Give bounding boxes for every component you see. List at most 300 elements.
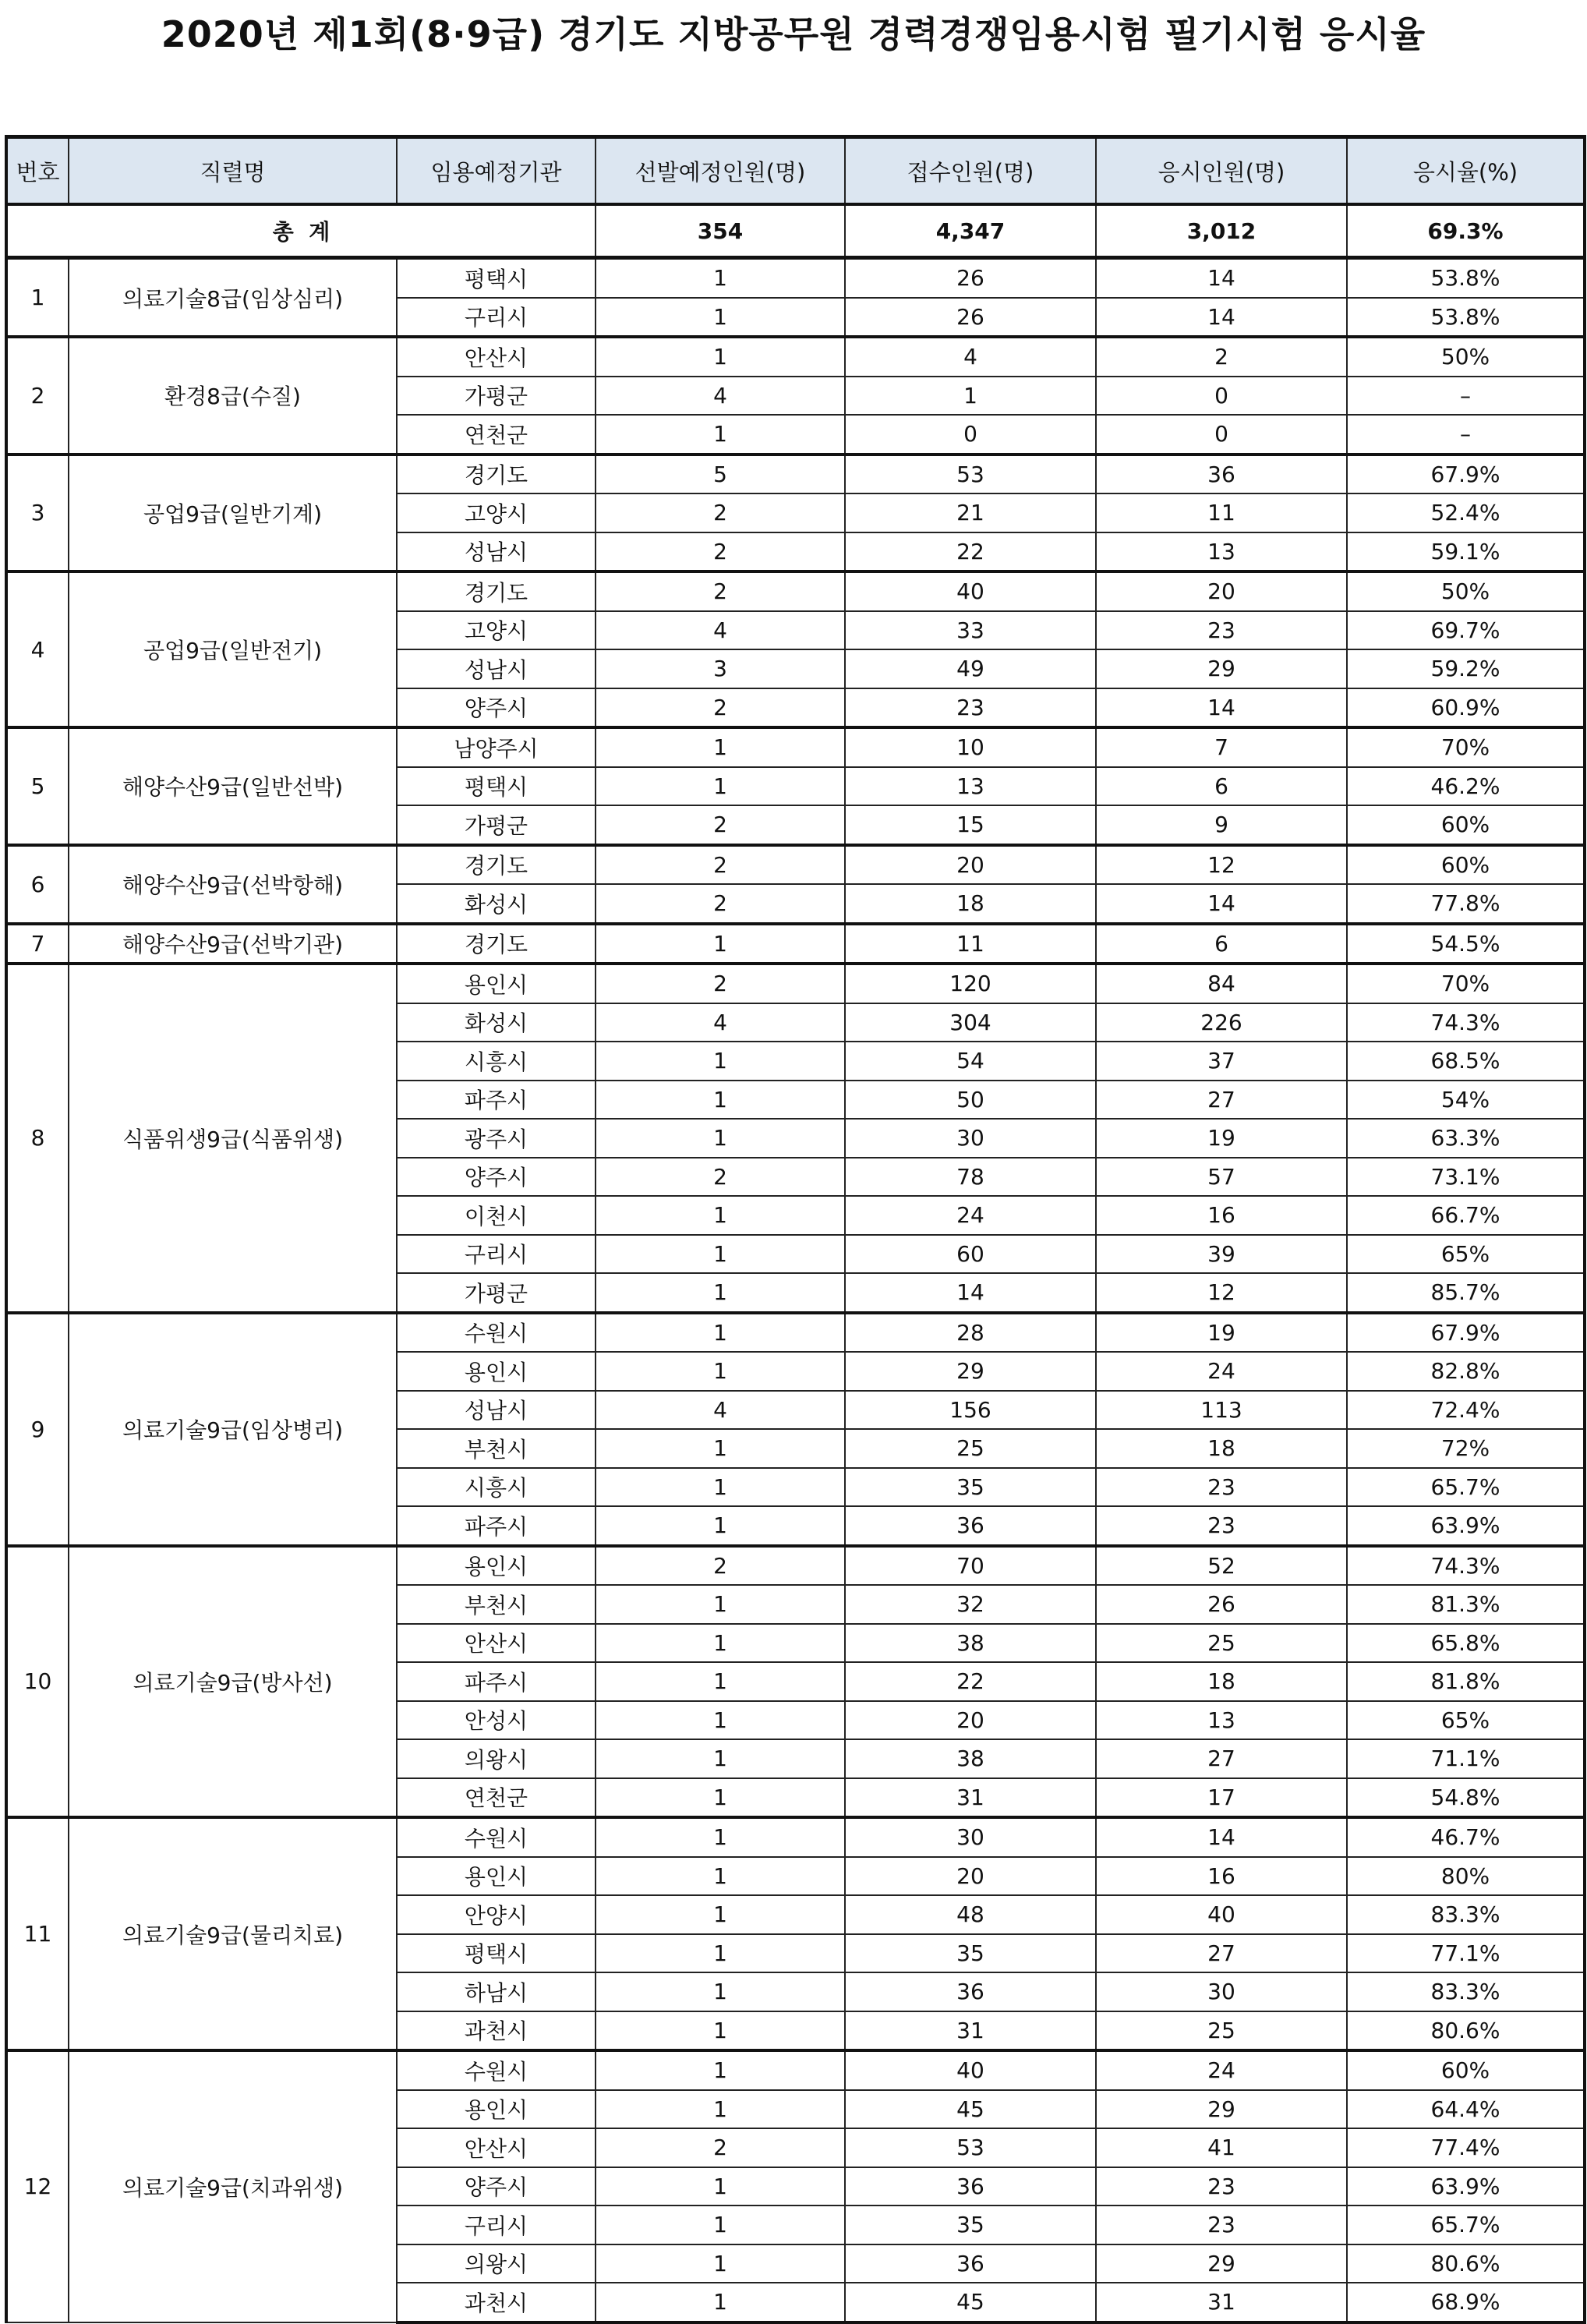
rate-cell: 63.9% xyxy=(1347,2167,1585,2206)
series-group xyxy=(6,924,1585,964)
planned-cell: 1 xyxy=(596,1119,845,1158)
applied-cell: 304 xyxy=(845,1003,1096,1042)
agency-cell: 평택시 xyxy=(397,1934,596,1973)
rate-cell: 83.3% xyxy=(1347,1972,1585,2011)
table-row xyxy=(6,2050,1585,2090)
results-table-wrapper xyxy=(5,135,1583,2324)
planned-cell: 2 xyxy=(596,571,845,611)
series-group xyxy=(6,1546,1585,1818)
table-row xyxy=(6,1546,1585,1586)
attended-cell: 12 xyxy=(1096,1273,1347,1313)
planned-cell: 4 xyxy=(596,1003,845,1042)
attended-cell: 27 xyxy=(1096,1081,1347,1120)
agency-cell: 과천시 xyxy=(397,2011,596,2051)
header-agency: 임용예정기관 xyxy=(397,137,596,205)
rate-cell: 53.8% xyxy=(1347,298,1585,338)
attended-cell: 25 xyxy=(1096,2011,1347,2051)
series-number: 3 xyxy=(6,455,69,572)
applied-cell: 14 xyxy=(845,1273,1096,1313)
total-planned: 354 xyxy=(596,204,845,258)
table-row xyxy=(6,337,1585,377)
table-row xyxy=(6,455,1585,494)
rate-cell: 77.8% xyxy=(1347,884,1585,924)
applied-cell: 25 xyxy=(845,1429,1096,1468)
agency-cell: 성남시 xyxy=(397,649,596,688)
series-number: 5 xyxy=(6,727,69,845)
series-group xyxy=(6,845,1585,924)
agency-cell: 하남시 xyxy=(397,1972,596,2011)
series-number: 4 xyxy=(6,571,69,727)
page-title: 2020년 제1회(8·9급) 경기도 지방공무원 경력경쟁임용시험 필기시험 응시율 xyxy=(161,13,1426,55)
rate-cell: 71.1% xyxy=(1347,1739,1585,1778)
series-group xyxy=(6,727,1585,845)
applied-cell: 30 xyxy=(845,1119,1096,1158)
attended-cell: 29 xyxy=(1096,2244,1347,2283)
attended-cell: 7 xyxy=(1096,727,1347,767)
planned-cell: 1 xyxy=(596,298,845,338)
agency-cell: 안산시 xyxy=(397,2128,596,2167)
planned-cell: 2 xyxy=(596,964,845,1003)
rate-cell: 83.3% xyxy=(1347,1895,1585,1934)
planned-cell: 1 xyxy=(596,2090,845,2129)
agency-cell: 용인시 xyxy=(397,1857,596,1896)
applied-cell: 49 xyxy=(845,649,1096,688)
agency-cell: 화성시 xyxy=(397,1003,596,1042)
series-group xyxy=(6,964,1585,1313)
applied-cell: 0 xyxy=(845,415,1096,455)
rate-cell: 65.8% xyxy=(1347,1624,1585,1663)
series-group xyxy=(6,258,1585,338)
planned-cell: 1 xyxy=(596,1429,845,1468)
planned-cell: 4 xyxy=(596,611,845,650)
agency-cell: 고양시 xyxy=(397,611,596,650)
rate-cell: 65.7% xyxy=(1347,2206,1585,2244)
series-number: 7 xyxy=(6,924,69,964)
series-group xyxy=(6,455,1585,572)
rate-cell: 85.7% xyxy=(1347,1273,1585,1313)
series-name: 식품위생9급(식품위생) xyxy=(69,964,397,1313)
attended-cell: 30 xyxy=(1096,1972,1347,2011)
series-number: 11 xyxy=(6,1817,69,2050)
applied-cell: 26 xyxy=(845,258,1096,298)
applied-cell: 13 xyxy=(845,767,1096,806)
agency-cell: 양주시 xyxy=(397,2167,596,2206)
agency-cell: 파주시 xyxy=(397,1081,596,1120)
rate-cell: 67.9% xyxy=(1347,455,1585,494)
agency-cell: 경기도 xyxy=(397,571,596,611)
attended-cell: 12 xyxy=(1096,845,1347,885)
applied-cell: 36 xyxy=(845,2244,1096,2283)
rate-cell: 80% xyxy=(1347,1857,1585,1896)
table-row xyxy=(6,258,1585,298)
rate-cell: 70% xyxy=(1347,727,1585,767)
applied-cell: 23 xyxy=(845,688,1096,728)
applied-cell: 35 xyxy=(845,1468,1096,1507)
rate-cell: 68.5% xyxy=(1347,1042,1585,1081)
planned-cell: 1 xyxy=(596,2011,845,2051)
attended-cell: 29 xyxy=(1096,649,1347,688)
applied-cell: 20 xyxy=(845,845,1096,885)
rate-cell: 60% xyxy=(1347,845,1585,885)
planned-cell: 1 xyxy=(596,1701,845,1740)
series-number: 9 xyxy=(6,1313,69,1546)
applied-cell: 78 xyxy=(845,1158,1096,1197)
series-group xyxy=(6,2050,1585,2322)
planned-cell: 1 xyxy=(596,1273,845,1313)
rate-cell: 80.6% xyxy=(1347,2244,1585,2283)
agency-cell: 용인시 xyxy=(397,1546,596,1586)
planned-cell: 1 xyxy=(596,1196,845,1235)
attended-cell: 24 xyxy=(1096,1352,1347,1391)
agency-cell: 용인시 xyxy=(397,1352,596,1391)
applied-cell: 45 xyxy=(845,2283,1096,2322)
agency-cell: 평택시 xyxy=(397,767,596,806)
rate-cell: 50% xyxy=(1347,571,1585,611)
agency-cell: 파주시 xyxy=(397,1506,596,1546)
planned-cell: 1 xyxy=(596,1081,845,1120)
attended-cell: 9 xyxy=(1096,805,1347,845)
rate-cell: 54% xyxy=(1347,1081,1585,1120)
attended-cell: 52 xyxy=(1096,1546,1347,1586)
header-job-series: 직렬명 xyxy=(69,137,397,205)
attended-cell: 14 xyxy=(1096,298,1347,338)
applied-cell: 20 xyxy=(845,1701,1096,1740)
planned-cell: 4 xyxy=(596,1391,845,1430)
table-row xyxy=(6,571,1585,611)
planned-cell: 1 xyxy=(596,2244,845,2283)
planned-cell: 4 xyxy=(596,377,845,416)
rate-cell: 63.3% xyxy=(1347,1119,1585,1158)
planned-cell: 2 xyxy=(596,845,845,885)
results-table xyxy=(5,135,1586,2324)
table-row xyxy=(6,1817,1585,1857)
agency-cell: 남양주시 xyxy=(397,727,596,767)
attended-cell: 113 xyxy=(1096,1391,1347,1430)
applied-cell: 36 xyxy=(845,1506,1096,1546)
applied-cell: 54 xyxy=(845,1042,1096,1081)
agency-cell: 수원시 xyxy=(397,1313,596,1353)
rate-cell: 66.7% xyxy=(1347,1196,1585,1235)
total-section xyxy=(6,204,1585,258)
applied-cell: 15 xyxy=(845,805,1096,845)
agency-cell: 성남시 xyxy=(397,532,596,572)
applied-cell: 35 xyxy=(845,2206,1096,2244)
attended-cell: 14 xyxy=(1096,884,1347,924)
applied-cell: 60 xyxy=(845,1235,1096,1274)
attended-cell: 226 xyxy=(1096,1003,1347,1042)
total-rate: 69.3% xyxy=(1347,204,1585,258)
agency-cell: 시흥시 xyxy=(397,1468,596,1507)
planned-cell: 1 xyxy=(596,1352,845,1391)
agency-cell: 양주시 xyxy=(397,688,596,728)
series-name: 의료기술9급(임상병리) xyxy=(69,1313,397,1546)
header-attended: 응시인원(명) xyxy=(1096,137,1347,205)
planned-cell: 1 xyxy=(596,1972,845,2011)
series-name: 환경8급(수질) xyxy=(69,337,397,455)
attended-cell: 24 xyxy=(1096,2050,1347,2090)
planned-cell: 5 xyxy=(596,455,845,494)
table-row xyxy=(6,924,1585,964)
attended-cell: 36 xyxy=(1096,455,1347,494)
total-applied: 4,347 xyxy=(845,204,1096,258)
rate-cell: 60% xyxy=(1347,2050,1585,2090)
series-name: 해양수산9급(일반선박) xyxy=(69,727,397,845)
rate-cell: 65% xyxy=(1347,1235,1585,1274)
agency-cell: 파주시 xyxy=(397,1662,596,1701)
rate-cell: 60.9% xyxy=(1347,688,1585,728)
agency-cell: 부천시 xyxy=(397,1429,596,1468)
attended-cell: 19 xyxy=(1096,1313,1347,1353)
rate-cell: 64.4% xyxy=(1347,2090,1585,2129)
applied-cell: 33 xyxy=(845,611,1096,650)
agency-cell: 용인시 xyxy=(397,2090,596,2129)
attended-cell: 14 xyxy=(1096,688,1347,728)
attended-cell: 14 xyxy=(1096,1817,1347,1857)
applied-cell: 24 xyxy=(845,1196,1096,1235)
planned-cell: 1 xyxy=(596,337,845,377)
rate-cell: 81.3% xyxy=(1347,1585,1585,1624)
rate-cell: 65.7% xyxy=(1347,1468,1585,1507)
agency-cell: 안산시 xyxy=(397,337,596,377)
attended-cell: 40 xyxy=(1096,1895,1347,1934)
series-name: 의료기술9급(방사선) xyxy=(69,1546,397,1818)
planned-cell: 1 xyxy=(596,1313,845,1353)
applied-cell: 1 xyxy=(845,377,1096,416)
attended-cell: 16 xyxy=(1096,1196,1347,1235)
series-name: 공업9급(일반기계) xyxy=(69,455,397,572)
attended-cell: 39 xyxy=(1096,1235,1347,1274)
agency-cell: 연천군 xyxy=(397,1778,596,1818)
series-name: 공업9급(일반전기) xyxy=(69,571,397,727)
attended-cell: 18 xyxy=(1096,1662,1347,1701)
agency-cell: 광주시 xyxy=(397,1119,596,1158)
applied-cell: 31 xyxy=(845,2011,1096,2051)
applied-cell: 32 xyxy=(845,1585,1096,1624)
applied-cell: 53 xyxy=(845,2128,1096,2167)
rate-cell: 53.8% xyxy=(1347,258,1585,298)
series-group xyxy=(6,1817,1585,2050)
series-number: 8 xyxy=(6,964,69,1313)
agency-cell: 연천군 xyxy=(397,415,596,455)
attended-cell: 18 xyxy=(1096,1429,1347,1468)
applied-cell: 38 xyxy=(845,1739,1096,1778)
attended-cell: 25 xyxy=(1096,1624,1347,1663)
planned-cell: 1 xyxy=(596,767,845,806)
agency-cell: 부천시 xyxy=(397,1585,596,1624)
attended-cell: 6 xyxy=(1096,767,1347,806)
agency-cell: 구리시 xyxy=(397,298,596,338)
applied-cell: 30 xyxy=(845,1817,1096,1857)
planned-cell: 1 xyxy=(596,2283,845,2322)
rate-cell: 67.9% xyxy=(1347,1313,1585,1353)
attended-cell: 14 xyxy=(1096,258,1347,298)
rate-cell: 70% xyxy=(1347,964,1585,1003)
attended-cell: 41 xyxy=(1096,2128,1347,2167)
planned-cell: 1 xyxy=(596,1739,845,1778)
rate-cell: 77.4% xyxy=(1347,2128,1585,2167)
header-planned: 선발예정인원(명) xyxy=(596,137,845,205)
header-row xyxy=(6,137,1585,205)
applied-cell: 48 xyxy=(845,1895,1096,1934)
rate-cell: 59.2% xyxy=(1347,649,1585,688)
planned-cell: 1 xyxy=(596,1585,845,1624)
agency-cell: 안양시 xyxy=(397,1895,596,1934)
table-row xyxy=(6,727,1585,767)
rate-cell: 74.3% xyxy=(1347,1003,1585,1042)
attended-cell: 57 xyxy=(1096,1158,1347,1197)
planned-cell: 1 xyxy=(596,1778,845,1818)
agency-cell: 의왕시 xyxy=(397,2244,596,2283)
rate-cell: 65% xyxy=(1347,1701,1585,1740)
agency-cell: 수원시 xyxy=(397,2050,596,2090)
applied-cell: 28 xyxy=(845,1313,1096,1353)
rate-cell: – xyxy=(1347,415,1585,455)
planned-cell: 2 xyxy=(596,688,845,728)
applied-cell: 29 xyxy=(845,1352,1096,1391)
header-rate: 응시율(%) xyxy=(1347,137,1585,205)
planned-cell: 2 xyxy=(596,2128,845,2167)
rate-cell: 46.7% xyxy=(1347,1817,1585,1857)
series-number: 6 xyxy=(6,845,69,924)
applied-cell: 35 xyxy=(845,1934,1096,1973)
rate-cell: 46.2% xyxy=(1347,767,1585,806)
planned-cell: 1 xyxy=(596,924,845,964)
applied-cell: 11 xyxy=(845,924,1096,964)
series-name: 의료기술9급(치과위생) xyxy=(69,2050,397,2322)
planned-cell: 1 xyxy=(596,1042,845,1081)
series-group xyxy=(6,1313,1585,1546)
applied-cell: 36 xyxy=(845,1972,1096,2011)
planned-cell: 1 xyxy=(596,2206,845,2244)
applied-cell: 38 xyxy=(845,1624,1096,1663)
applied-cell: 22 xyxy=(845,532,1096,572)
planned-cell: 1 xyxy=(596,1506,845,1546)
attended-cell: 31 xyxy=(1096,2283,1347,2322)
applied-cell: 156 xyxy=(845,1391,1096,1430)
planned-cell: 2 xyxy=(596,1546,845,1586)
planned-cell: 1 xyxy=(596,1662,845,1701)
attended-cell: 84 xyxy=(1096,964,1347,1003)
agency-cell: 양주시 xyxy=(397,1158,596,1197)
attended-cell: 23 xyxy=(1096,1506,1347,1546)
applied-cell: 4 xyxy=(845,337,1096,377)
series-name: 해양수산9급(선박기관) xyxy=(69,924,397,964)
rate-cell: 72% xyxy=(1347,1429,1585,1468)
planned-cell: 1 xyxy=(596,1895,845,1934)
rate-cell: 68.9% xyxy=(1347,2283,1585,2322)
applied-cell: 21 xyxy=(845,493,1096,532)
agency-cell: 화성시 xyxy=(397,884,596,924)
agency-cell: 경기도 xyxy=(397,845,596,885)
applied-cell: 26 xyxy=(845,298,1096,338)
rate-cell: 54.8% xyxy=(1347,1778,1585,1818)
planned-cell: 1 xyxy=(596,1468,845,1507)
attended-cell: 23 xyxy=(1096,2206,1347,2244)
agency-cell: 과천시 xyxy=(397,2283,596,2322)
rate-cell: 50% xyxy=(1347,337,1585,377)
agency-cell: 가평군 xyxy=(397,1273,596,1313)
attended-cell: 20 xyxy=(1096,571,1347,611)
applied-cell: 10 xyxy=(845,727,1096,767)
rate-cell: 72.4% xyxy=(1347,1391,1585,1430)
rate-cell: 54.5% xyxy=(1347,924,1585,964)
planned-cell: 2 xyxy=(596,493,845,532)
planned-cell: 2 xyxy=(596,884,845,924)
planned-cell: 2 xyxy=(596,1158,845,1197)
planned-cell: 1 xyxy=(596,2050,845,2090)
planned-cell: 1 xyxy=(596,2167,845,2206)
table-row xyxy=(6,845,1585,885)
rate-cell: 59.1% xyxy=(1347,532,1585,572)
attended-cell: 16 xyxy=(1096,1857,1347,1896)
attended-cell: 0 xyxy=(1096,415,1347,455)
series-group xyxy=(6,337,1585,455)
agency-cell: 가평군 xyxy=(397,377,596,416)
applied-cell: 120 xyxy=(845,964,1096,1003)
series-number: 1 xyxy=(6,258,69,338)
applied-cell: 53 xyxy=(845,455,1096,494)
planned-cell: 1 xyxy=(596,258,845,298)
applied-cell: 36 xyxy=(845,2167,1096,2206)
series-name: 해양수산9급(선박항해) xyxy=(69,845,397,924)
rate-cell: 77.1% xyxy=(1347,1934,1585,1973)
planned-cell: 2 xyxy=(596,532,845,572)
rate-cell: 73.1% xyxy=(1347,1158,1585,1197)
attended-cell: 23 xyxy=(1096,1468,1347,1507)
rate-cell: 74.3% xyxy=(1347,1546,1585,1586)
series-name: 의료기술9급(물리치료) xyxy=(69,1817,397,2050)
series-name: 의료기술8급(임상심리) xyxy=(69,258,397,338)
rate-cell: 69.7% xyxy=(1347,611,1585,650)
rate-cell: 63.9% xyxy=(1347,1506,1585,1546)
agency-cell: 경기도 xyxy=(397,924,596,964)
table-row xyxy=(6,1313,1585,1353)
agency-cell: 구리시 xyxy=(397,1235,596,1274)
applied-cell: 40 xyxy=(845,2050,1096,2090)
planned-cell: 1 xyxy=(596,1235,845,1274)
attended-cell: 2 xyxy=(1096,337,1347,377)
table-row xyxy=(6,964,1585,1003)
rate-cell: 60% xyxy=(1347,805,1585,845)
header-applied: 접수인원(명) xyxy=(845,137,1096,205)
applied-cell: 40 xyxy=(845,571,1096,611)
total-row xyxy=(6,204,1585,258)
agency-cell: 가평군 xyxy=(397,805,596,845)
attended-cell: 0 xyxy=(1096,377,1347,416)
attended-cell: 13 xyxy=(1096,532,1347,572)
rate-cell: – xyxy=(1347,377,1585,416)
series-number: 10 xyxy=(6,1546,69,1818)
attended-cell: 19 xyxy=(1096,1119,1347,1158)
applied-cell: 22 xyxy=(845,1662,1096,1701)
rate-cell: 52.4% xyxy=(1347,493,1585,532)
agency-cell: 구리시 xyxy=(397,2206,596,2244)
agency-cell: 안성시 xyxy=(397,1701,596,1740)
attended-cell: 27 xyxy=(1096,1739,1347,1778)
attended-cell: 37 xyxy=(1096,1042,1347,1081)
agency-cell: 평택시 xyxy=(397,258,596,298)
series-group xyxy=(6,571,1585,727)
planned-cell: 1 xyxy=(596,1857,845,1896)
agency-cell: 이천시 xyxy=(397,1196,596,1235)
agency-cell: 시흥시 xyxy=(397,1042,596,1081)
planned-cell: 1 xyxy=(596,415,845,455)
attended-cell: 29 xyxy=(1096,2090,1347,2129)
table-header xyxy=(6,137,1585,205)
agency-cell: 의왕시 xyxy=(397,1739,596,1778)
agency-cell: 용인시 xyxy=(397,964,596,1003)
agency-cell: 고양시 xyxy=(397,493,596,532)
